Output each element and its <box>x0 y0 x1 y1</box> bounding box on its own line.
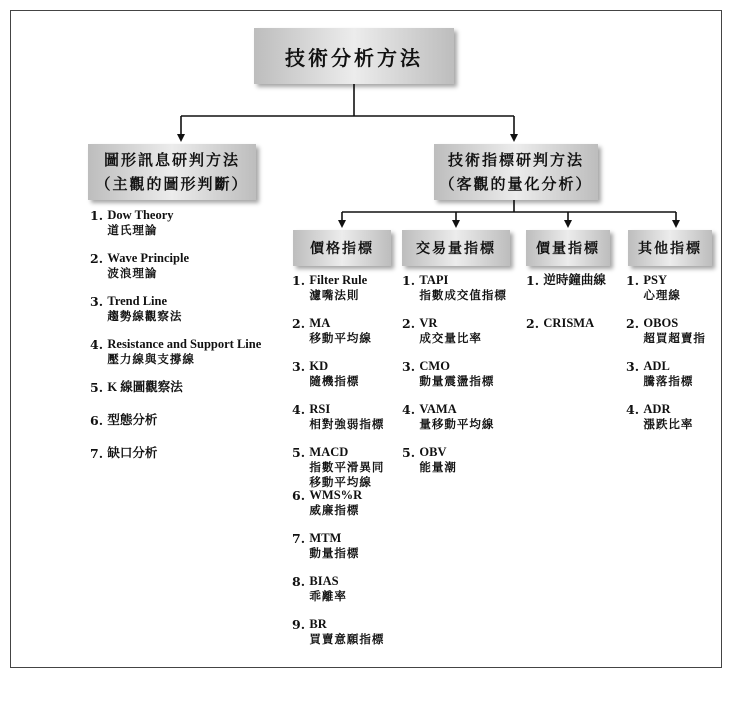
item-text <box>543 316 594 359</box>
item-chinese-label: 指數平滑異同 移動平均線 <box>309 460 385 489</box>
item-title: Resistance and Support Line <box>107 337 262 351</box>
item-text <box>643 273 681 316</box>
item-title: BR <box>309 617 327 631</box>
item-number: 7. <box>90 446 108 461</box>
item-text <box>309 617 384 660</box>
item-text <box>419 402 494 445</box>
item-chinese-label: 量移動平均線 <box>419 417 495 431</box>
item-title: Dow Theory <box>107 208 174 222</box>
item-number: 1. <box>626 273 644 288</box>
item-chinese-label: 波浪理論 <box>107 266 158 280</box>
item-text <box>419 359 494 402</box>
item-text <box>107 337 261 380</box>
volume-indicator-list <box>402 273 522 488</box>
item-number: 5. <box>402 445 420 460</box>
item-title: CRISMA <box>543 316 595 330</box>
item-chinese-label: 隨機指標 <box>309 374 360 388</box>
item-text <box>309 402 384 445</box>
item-chinese-label: 動量震盪指標 <box>419 374 495 388</box>
item-title: 型態分析 <box>107 413 158 427</box>
item-chinese-label: 漲跌比率 <box>643 417 694 431</box>
item-text <box>107 294 182 337</box>
list-item <box>90 208 270 251</box>
list-item <box>292 445 400 488</box>
item-chinese-label: 動量指標 <box>309 546 360 560</box>
list-item <box>292 574 400 617</box>
list-item <box>402 316 522 359</box>
item-text <box>643 402 693 445</box>
list-item <box>90 380 270 413</box>
item-number: 3. <box>292 359 310 374</box>
item-title: TAPI <box>419 273 449 287</box>
branch-technical-indicators <box>434 144 598 200</box>
branch-left-line1: 圖形訊息研判方法 <box>103 151 240 169</box>
item-text <box>419 445 457 488</box>
item-chinese-label: 趨勢線觀察法 <box>107 309 183 323</box>
item-text <box>107 208 173 251</box>
item-number: 6. <box>292 488 310 503</box>
item-number: 4. <box>402 402 420 417</box>
item-number: 2. <box>292 316 310 331</box>
item-chinese-label: 買賣意願指標 <box>309 632 385 646</box>
list-item <box>292 617 400 660</box>
item-text <box>107 380 182 413</box>
item-title: Filter Rule <box>309 273 368 287</box>
item-title: ADR <box>643 402 671 416</box>
item-number: 2. <box>90 251 108 266</box>
list-item <box>90 446 270 479</box>
item-title: MACD <box>309 445 349 459</box>
item-title: BIAS <box>309 574 339 588</box>
item-chinese-label: 移動平均線 <box>309 331 372 345</box>
item-chinese-label: 超買超賣指 <box>643 331 706 345</box>
item-chinese-label: 相對強弱指標 <box>309 417 385 431</box>
item-number: 1. <box>402 273 420 288</box>
item-chinese-label: 威廉指標 <box>309 503 360 517</box>
item-title: Wave Principle <box>107 251 189 265</box>
item-text <box>309 359 359 402</box>
other-indicator-list <box>626 273 722 445</box>
item-number: 3. <box>90 294 108 309</box>
price-indicator-list <box>292 273 400 660</box>
item-number: 4. <box>292 402 310 417</box>
item-number: 6. <box>90 413 108 428</box>
list-item <box>402 359 522 402</box>
list-item <box>626 359 722 402</box>
item-text <box>543 273 606 316</box>
item-title: VR <box>419 316 438 330</box>
branch-right-line1: 技術指標研判方法 <box>447 151 584 169</box>
list-item <box>90 294 270 337</box>
item-text <box>419 316 482 359</box>
list-item <box>292 273 400 316</box>
list-item <box>292 531 400 574</box>
item-title: VAMA <box>419 402 457 416</box>
list-item <box>626 402 722 445</box>
item-text <box>309 273 367 316</box>
list-item <box>90 251 270 294</box>
item-title: MTM <box>309 531 342 545</box>
item-text <box>419 273 507 316</box>
item-title: OBV <box>419 445 447 459</box>
item-text <box>309 574 347 617</box>
list-item <box>90 413 270 446</box>
item-chinese-label: 指數成交值指標 <box>419 288 507 302</box>
item-text <box>107 251 189 294</box>
branch-right-line2: （客觀的量化分析） <box>439 175 593 193</box>
list-item <box>402 445 522 488</box>
list-item <box>90 337 270 380</box>
item-title: 缺口分析 <box>107 446 158 460</box>
item-number: 1. <box>292 273 310 288</box>
list-item <box>292 402 400 445</box>
item-title: ADL <box>643 359 670 373</box>
item-chinese-label: 能量潮 <box>419 460 457 474</box>
item-chinese-label: 心理線 <box>643 288 681 302</box>
subcategory-volume <box>402 230 510 266</box>
item-number: 1. <box>90 208 108 223</box>
item-number: 5. <box>90 380 108 395</box>
item-title: MA <box>309 316 331 330</box>
item-title: OBOS <box>643 316 679 330</box>
list-item <box>626 316 722 359</box>
item-number: 5. <box>292 445 310 460</box>
item-number: 7. <box>292 531 310 546</box>
item-number: 3. <box>626 359 644 374</box>
list-item <box>402 402 522 445</box>
subcategory-label: 價格指標 <box>310 241 374 257</box>
list-item <box>292 316 400 359</box>
item-number: 9. <box>292 617 310 632</box>
item-number: 4. <box>90 337 108 352</box>
item-title: RSI <box>309 402 331 416</box>
subcategory-price-volume <box>526 230 610 266</box>
root-node <box>254 28 454 84</box>
list-item <box>292 359 400 402</box>
item-title: 逆時鐘曲線 <box>543 273 606 287</box>
subcategory-other <box>628 230 712 266</box>
root-title: 技術分析方法 <box>285 45 423 70</box>
left-method-list <box>90 208 270 479</box>
item-number: 2. <box>526 316 544 331</box>
item-text <box>309 488 362 531</box>
item-number: 3. <box>402 359 420 374</box>
item-title: WMS%R <box>309 488 363 502</box>
item-title: CMO <box>419 359 450 373</box>
item-chinese-label: 乖離率 <box>309 589 347 603</box>
item-number: 2. <box>626 316 644 331</box>
item-title: KD <box>309 359 329 373</box>
item-title: Trend Line <box>107 294 168 308</box>
item-title: PSY <box>643 273 668 287</box>
item-text <box>309 531 359 574</box>
item-number: 8. <box>292 574 310 589</box>
item-number: 1. <box>526 273 544 288</box>
item-chinese-label: 壓力線與支撐線 <box>107 352 195 366</box>
list-item <box>292 488 400 531</box>
subcategory-price <box>293 230 391 266</box>
subcategory-label: 價量指標 <box>536 241 600 257</box>
item-text <box>643 359 693 402</box>
item-text <box>107 446 157 479</box>
item-number: 4. <box>626 402 644 417</box>
item-text <box>309 316 372 359</box>
item-chinese-label: 濾嘴法則 <box>309 288 360 302</box>
list-item <box>626 273 722 316</box>
item-chinese-label: 騰落指標 <box>643 374 694 388</box>
list-item <box>402 273 522 316</box>
list-item <box>526 316 624 359</box>
subcategory-label: 交易量指標 <box>416 241 496 257</box>
list-item <box>526 273 624 316</box>
item-chinese-label: 成交量比率 <box>419 331 482 345</box>
branch-left-line2: （主觀的圖形判斷） <box>95 175 249 193</box>
item-text <box>309 445 384 488</box>
item-title: K 線圖觀察法 <box>107 380 183 394</box>
subcategory-label: 其他指標 <box>638 241 702 257</box>
item-text <box>107 413 157 446</box>
branch-graphical-analysis <box>88 144 256 200</box>
item-chinese-label: 道氏理論 <box>107 223 158 237</box>
item-text <box>643 316 706 359</box>
price-volume-indicator-list <box>526 273 624 359</box>
item-number: 2. <box>402 316 420 331</box>
